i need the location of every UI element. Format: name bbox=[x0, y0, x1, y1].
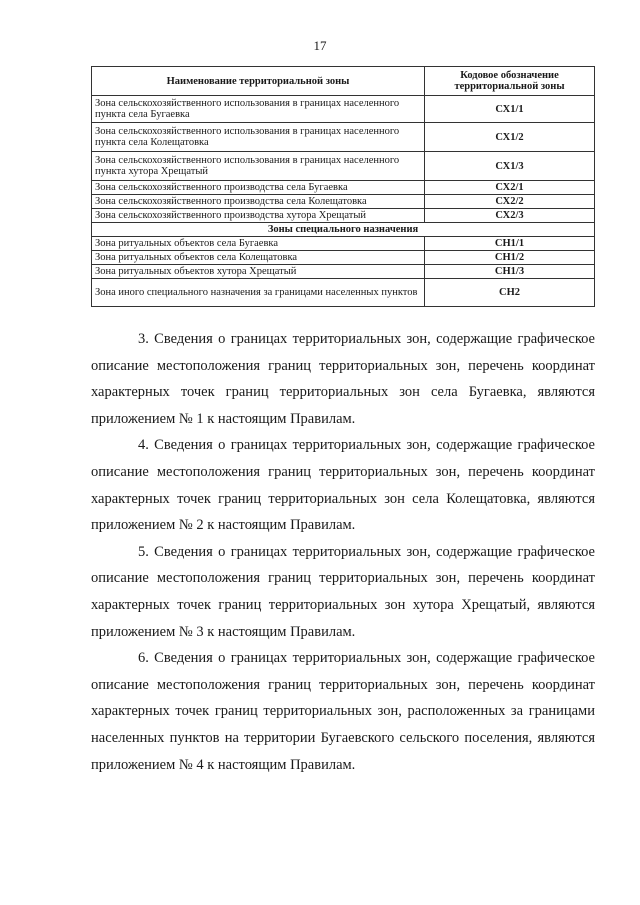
zone-code-cell: СН1/3 bbox=[425, 265, 595, 279]
territorial-zones-table bbox=[91, 66, 595, 307]
zone-name-cell: Зона ритуальных объектов села Колещатовка bbox=[92, 251, 425, 265]
zone-code-cell: СН1/2 bbox=[425, 251, 595, 265]
paragraph: 3. Сведения о границах территориальных зон, содержащие графическое описание местоположения границ территориальных зон, перечень координат характерных точек границ территориальных зон села Бугаевка, являются приложением № 1 к настоящим Правилам. bbox=[91, 331, 595, 427]
zone-name-cell: Зона сельскохозяйственного использования в границах населенного пункта хутора Хрещатый bbox=[92, 152, 425, 181]
page-number: 17 bbox=[313, 38, 327, 53]
zone-name-cell: Зона ритуальных объектов хутора Хрещатый bbox=[92, 265, 425, 279]
zone-code-cell: СХ1/2 bbox=[425, 123, 595, 152]
table-row bbox=[92, 237, 595, 251]
table-row bbox=[92, 279, 595, 307]
zone-code-cell: СН2 bbox=[425, 279, 595, 307]
table-section-row bbox=[92, 223, 595, 237]
table-row bbox=[92, 96, 595, 123]
zone-code-cell: СХ2/3 bbox=[425, 209, 595, 223]
section-title: Зоны специального назначения bbox=[92, 223, 595, 237]
table-row bbox=[92, 209, 595, 223]
zone-code-cell: СН1/1 bbox=[425, 237, 595, 251]
zone-name-cell: Зона иного специального назначения за границами населенных пунктов bbox=[92, 279, 425, 307]
body-text bbox=[91, 326, 595, 778]
table-row bbox=[92, 195, 595, 209]
zone-code-cell: СХ2/2 bbox=[425, 195, 595, 209]
zone-name-cell: Зона сельскохозяйственного использования в границах населенного пункта села Колещатовка bbox=[92, 123, 425, 152]
table-row bbox=[92, 251, 595, 265]
header-zone-name: Наименование территориальной зоны bbox=[92, 67, 425, 96]
table-row bbox=[92, 152, 595, 181]
header-zone-code: Кодовое обозначение территориальной зоны bbox=[425, 67, 595, 96]
zone-name-cell: Зона сельскохозяйственного производства села Колещатовка bbox=[92, 195, 425, 209]
zone-code-cell: СХ1/3 bbox=[425, 152, 595, 181]
zone-name-cell: Зона сельскохозяйственного производства хутора Хрещатый bbox=[92, 209, 425, 223]
zone-name-cell: Зона сельскохозяйственного производства села Бугаевка bbox=[92, 181, 425, 195]
table-header-row bbox=[92, 67, 595, 96]
paragraph: 5. Сведения о границах территориальных зон, содержащие графическое описание местоположения границ территориальных зон, перечень координат характерных точек границ территориальных зон хутора Хрещатый, являются приложением № 3 к настоящим Правилам. bbox=[91, 543, 595, 640]
table-row bbox=[92, 123, 595, 152]
table-row bbox=[92, 181, 595, 195]
zone-name-cell: Зона сельскохозяйственного использования в границах населенного пункта села Бугаевка bbox=[92, 96, 425, 123]
zone-name-cell: Зона ритуальных объектов села Бугаевка bbox=[92, 237, 425, 251]
zone-code-cell: СХ1/1 bbox=[425, 96, 595, 123]
paragraph: 4. Сведения о границах территориальных зон, содержащие графическое описание местоположения границ территориальных зон, перечень координат характерных точек границ территориальных зон села Колещатовка, являются приложением № 2 к настоящим Правилам. bbox=[91, 437, 595, 534]
paragraph: 6. Сведения о границах территориальных зон, содержащие графическое описание местоположения границ территориальных зон, перечень координат характерных точек границ территориальных зон, расположенных за границами населенных пунктов на территории Бугаевского сельского поселения, являются приложением № 4 к настоящим Правилам. bbox=[91, 650, 595, 773]
zone-code-cell: СХ2/1 bbox=[425, 181, 595, 195]
table-row bbox=[92, 265, 595, 279]
